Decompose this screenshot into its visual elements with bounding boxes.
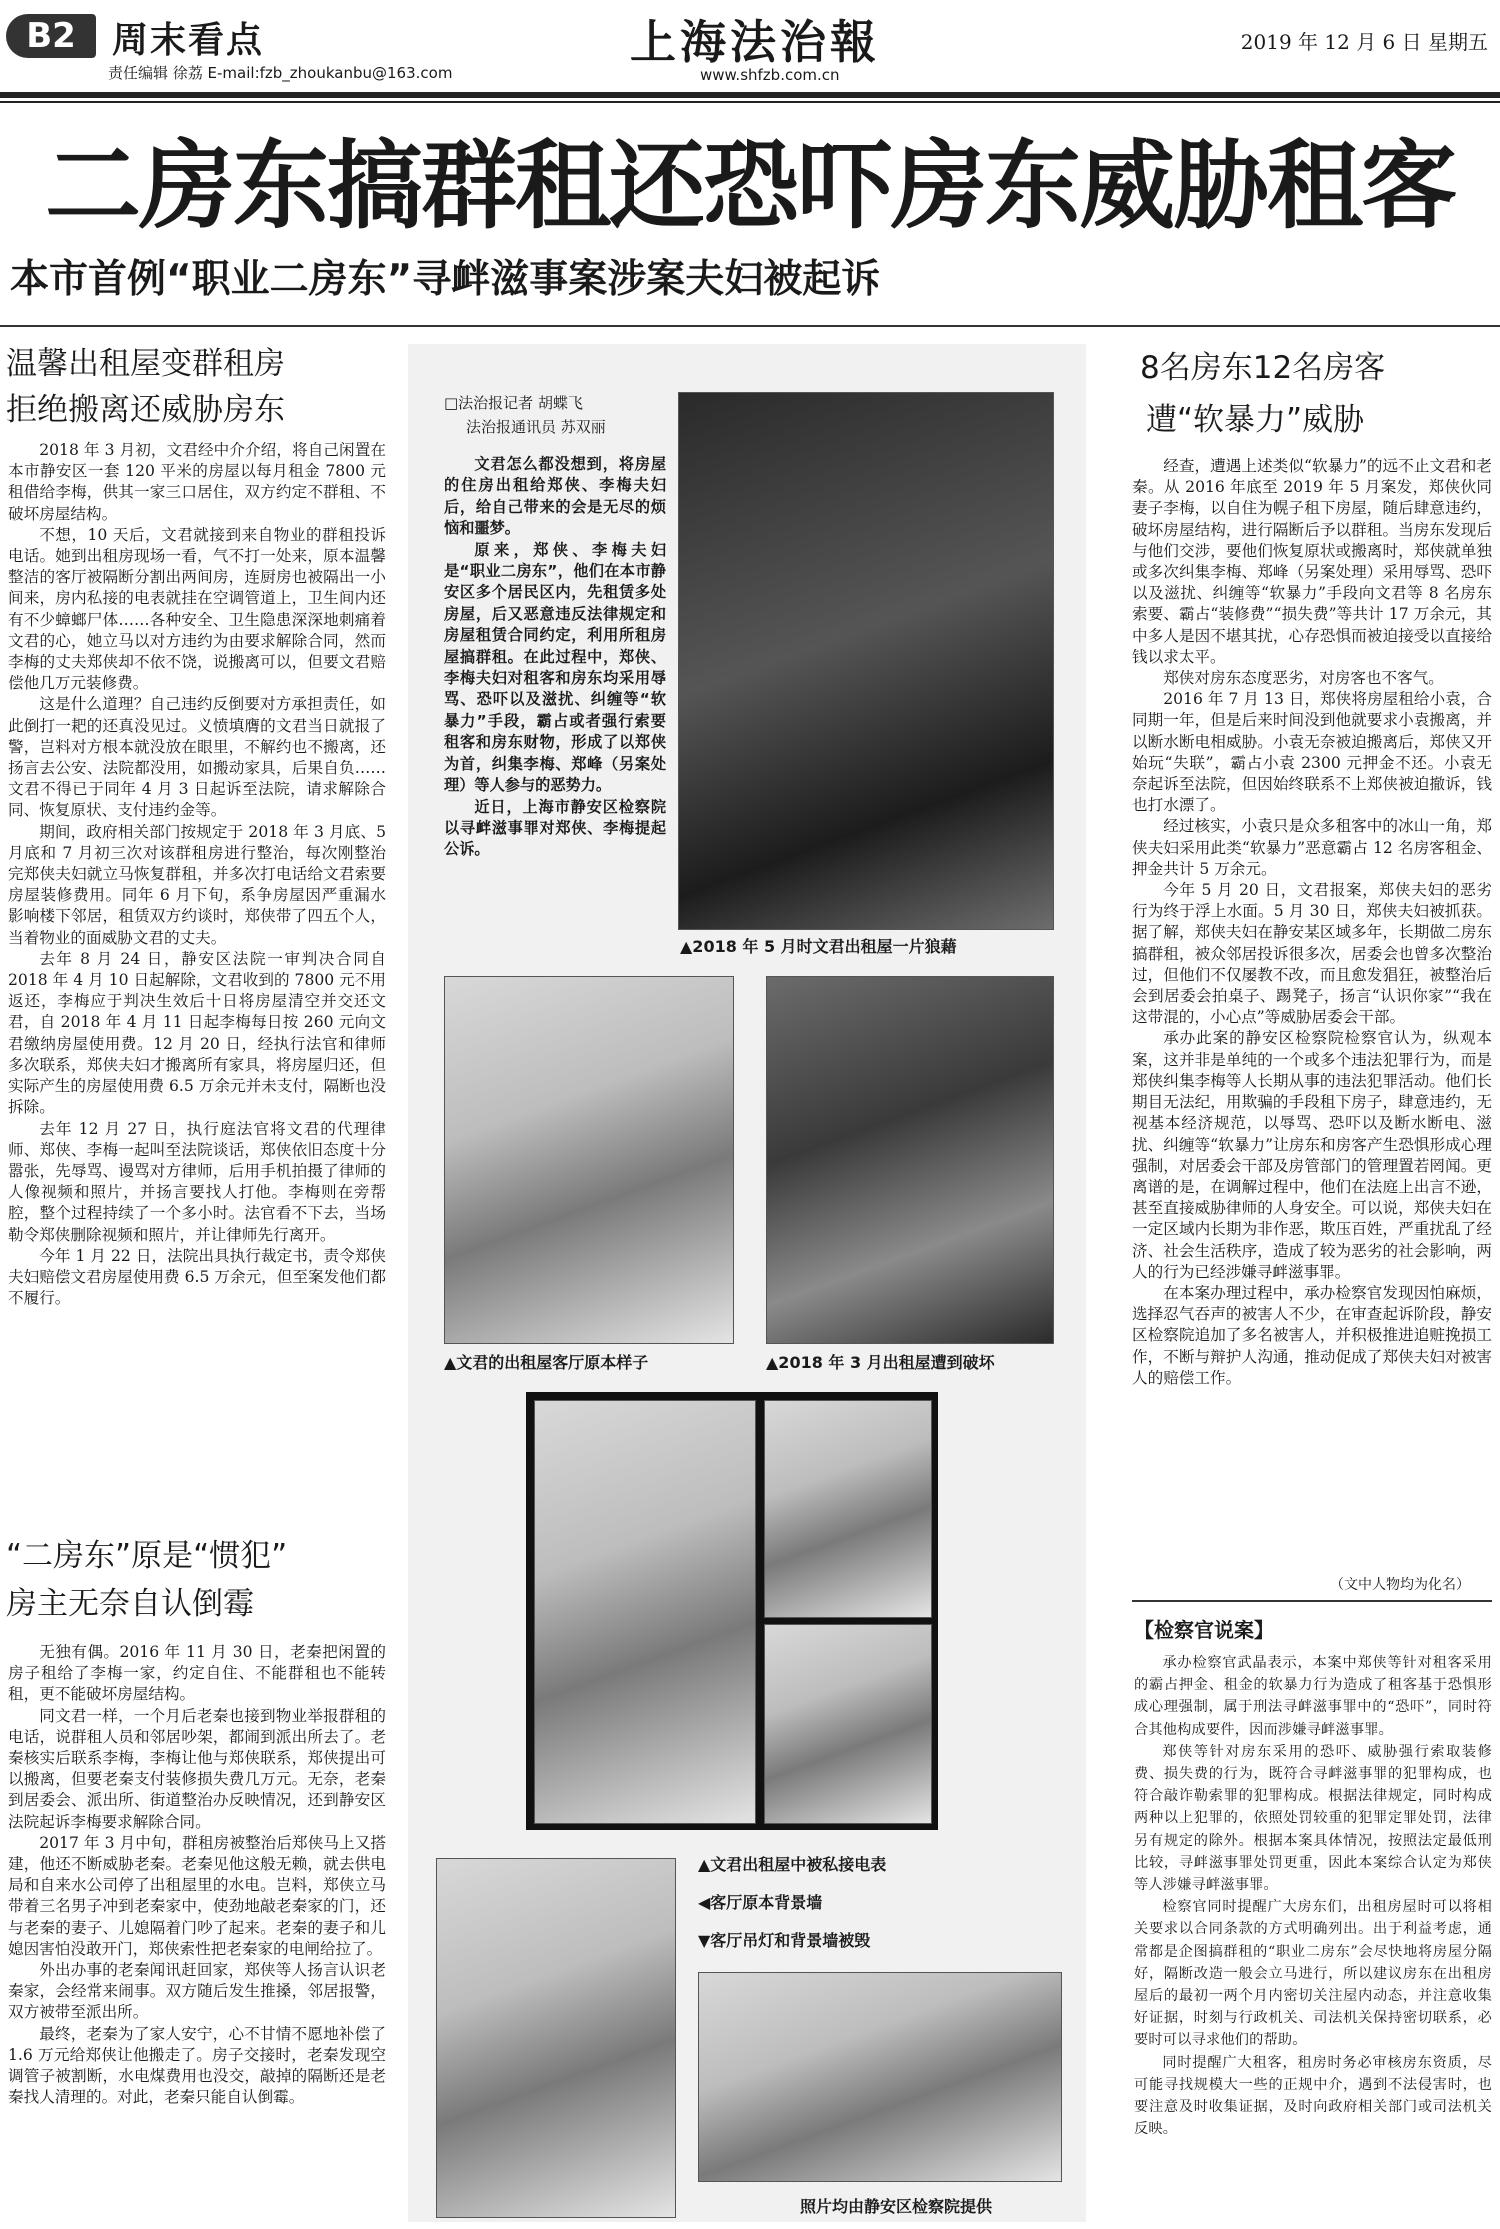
paragraph: 郑侠等针对房东采用的恐吓、威胁强行索取装修费、损失费的行为，既符合寻衅滋事罪的犯罪构成，也符合敲诈勒索罪的犯罪构成。根据法律规定，同时构成两种以上犯罪的，依照处罚较重的犯罪定罪处罚，法律另有规定的除外。根据本案具体情况，按照法定最低刑比较，寻衅滋事罪处罚更重，因此本案综合认定为郑侠等人涉嫌寻衅滋事罪。 (1134, 1743, 1492, 1894)
paragraph: 文君怎么都没想到，将房屋的住房出租给郑侠、李梅夫妇后，给自己带来的会是无尽的烦恼和噩梦。 (444, 455, 666, 538)
paragraph: 检察官同时提醒广大房东们，出租房屋时可以将相关要求以合同条款的方式明确列出。出于利益考虑，通常都是企图搞群租的“职业二房东”会尽快地将房屋分隔好，隔断改造一般会立马进行，所以建议房东在出租房屋后的最初一两个月内密切关注屋内动态，并注意收集好证据，时刻与行政机关、司法机关保持密切联系，必要时可以寻求他们的帮助。 (1134, 1899, 1492, 2049)
paragraph: 不想，10 天后，文君就接到来自物业的群租投诉电话。她到出租房现场一看，气不打一处来，原本温馨整洁的客厅被隔断分割出两间房，连厨房也被隔出一小间来，房内私接的电表就挂在空调管道上，卫生间内还有不少蟑螂尸体……各种安全、卫生隐患深深地刺痛着文君的心，她立马以对方违约为由要求解除合同，然而李梅的丈夫郑侠却不依不饶，说搬离可以，但要文君赔偿他几万元装修费。 (8, 525, 386, 693)
paragraph: 2018 年 3 月初，文君经中介介绍，将自己闲置在本市静安区一套 120 平米的房屋以每月租金 7800 元租借给李梅，供其一家三口居住，双方约定不群租、不破坏房屋结构。 (8, 441, 386, 523)
publication-date: 2019 年 12 月 6 日 星期五 (1240, 30, 1488, 54)
paragraph: 这是什么道理？自己违约反倒要对方承担责任，如此倒打一耙的还真没见过。义愤填膺的文君当日就报了警，岂料对方根本就没放在眼里，不解约也不搬离，还扬言去公安、法院都没用，如搬动家具，后果自负……文君不得已于同年 4 月 3 日起诉至法院，请求解除合同、恢复原状、支付违约金等。 (8, 695, 386, 820)
section2-title-line1: “二房东”原是“惯犯” (6, 1538, 288, 1574)
paragraph: 同时提醒广大租客，租房时务必审核房东资质，尽可能寻找规模大一些的正规中介，遇到不法侵害时，也要注意及时收集证据，及时向政府相关部门或司法机关反映。 (1134, 2054, 1492, 2138)
masthead-rule-thin (0, 101, 1500, 103)
subhead-rule (0, 325, 1500, 327)
masthead-rule (0, 92, 1500, 98)
section1-title-line2: 拒绝搬离还威胁房东 (6, 392, 285, 428)
section-name: 周末看点 (112, 20, 265, 61)
paragraph: 2016 年 7 月 13 日，郑侠将房屋租给小袁，合同期一年，但是后来时间没到他就要求小袁搬离，并以断水断电相威胁。小袁无奈被迫搬离后，郑侠又开始玩“失联”，霸占小袁 2300 元押金不还。小袁无奈起诉至法院，但因始终联系不上郑侠被迫撤诉，钱也打水漂了。 (1132, 690, 1492, 815)
photo-electric-meter (534, 1400, 756, 1824)
subheadline: 本市首例“职业二房东”寻衅滋事案涉案夫妇被起诉 (10, 257, 881, 302)
paragraph: 无独有偶。2016 年 11 月 30 日，老秦把闲置的房子租给了李梅一家，约定自住、不能群租也不能转租，更不能破坏房屋结构。 (8, 1643, 386, 1704)
section2-title-line2: 房主无奈自认倒霉 (6, 1586, 254, 1622)
prosecutor-box-title: 【检察官说案】 (1134, 1618, 1274, 1642)
paragraph: 同文君一样，一个月后老秦也接到物业举报群租的电话，说群租人员和邻居吵架，都闹到派出所去了。老秦核实后联系李梅，李梅让他与郑侠联系，郑侠提出可以搬离，但要老秦支付装修损失费几万元。无奈，老秦到居委会、派出所、街道整治办反映情况，还到静安区法院起诉李梅要求解除合同。 (8, 1706, 386, 1831)
paragraph: 今年 1 月 22 日，法院出具执行裁定书，责令郑侠夫妇赔偿文君房屋使用费 6.5 万余元，但至案发他们都不履行。 (8, 1246, 386, 1308)
section1-title-line1: 温馨出租屋变群租房 (6, 346, 285, 382)
intro-body (444, 454, 666, 861)
caption-chandelier: ▼客厅吊灯和背景墙被毁 (698, 1931, 871, 1950)
byline-correspondent: 法治报通讯员 苏双丽 (466, 418, 606, 436)
paragraph: 近日，上海市静安区检察院以寻衅滋事罪对郑侠、李梅提起公诉。 (444, 797, 666, 859)
photo-messy-room (678, 392, 1054, 930)
paper-url: www.shfzb.com.cn (700, 66, 840, 84)
caption-original-living-room: ▲文君的出租屋客厅原本样子 (444, 1353, 649, 1372)
editor-line: 责任编辑 徐荔 E-mail:fzb_zhoukanbu@163.com (108, 64, 453, 82)
photo-original-living-room (444, 976, 734, 1344)
paragraph: 承办检察官武晶表示，本案中郑侠等针对租客采用的霸占押金、租金的软暴力行为造成了租客基于恐惧形成心理强制，属于刑法寻衅滋事罪中的“恐吓”，同时符合其他构成要件，因而涉嫌寻衅滋事罪。 (1134, 1655, 1492, 1738)
paragraph: 在本案办理过程中，承办检察官发现因怕麻烦，选择忍气吞声的被害人不少，在审查起诉阶段，静安区检察院追加了多名被害人，并积极推进追赃挽损工作，不断与辩护人沟通，推动促成了郑侠夫妇对被害人的赔偿工作。 (1132, 1283, 1492, 1387)
headline: 二房东搞群租还恐吓房东威胁租客 (45, 130, 1455, 242)
paragraph: 经过核实，小袁只是众多租客中的冰山一角，郑侠夫妇采用此类“软暴力”恶意霸占 12 名房客租金、押金共计 5 万余元。 (1132, 817, 1492, 878)
section3-title-line2: 遭“软暴力”威胁 (1146, 402, 1365, 438)
paragraph: 今年 5 月 20 日，文君报案，郑侠夫妇的恶劣行为终于浮上水面。5 月 30 日，郑侠夫妇被抓获。据了解，郑侠夫妇在静安某区域多年，长期做二房东搞群租，被众邻居投诉很多次，居委会也曾多次整治过，但他们不仅屡教不改，而且愈发猖狂，被整治后会到居委会拍桌子、踢凳子，扬言“认识你家”“我在这带混的，小心点”等威胁居委会干部。 (1132, 881, 1492, 1027)
photo-credit: 照片均由静安区检察院提供 (800, 2197, 993, 2216)
section3-title-line1: 8名房东12名房客 (1140, 350, 1386, 386)
paragraph: 经查，遭遇上述类似“软暴力”的远不止文君和老秦。从 2016 年底至 2019 年 5 月案发，郑侠伙同妻子李梅，以自住为幌子租下房屋，随后肆意违约，破坏房屋结构，进行隔断后予以群租。当房东发现后与他们交涉，要他们恢复原状或搬离时，郑侠就单独或多次纠集李梅、郑峰（另案处理）采用辱骂、恐吓以及滋扰、纠缠等“软暴力”手段向文君等 8 名房东索要、霸占“装修费”“损失费”等共计 17 万余元，其中多人是因不堪其扰，心存恐惧而被迫接受以直接给钱以求太平。 (1132, 457, 1492, 666)
prosecutor-box-body (1134, 1652, 1492, 2222)
caption-meter: ▲文君出租屋中被私接电表 (698, 1855, 887, 1874)
paragraph: 最终，老秦为了家人安宁，心不甘情不愿地补偿了 1.6 万元给郑侠让他搬走了。房子交接时，老秦发现空调管子被割断，水电煤费用也没交，敲掉的隔断还是老秦找人清理的。对此，老秦只能自认倒霉。 (8, 2024, 386, 2107)
name-note: （文中人物均为化名） (1330, 1577, 1470, 1593)
paragraph: 郑侠对房东态度恶劣，对房客也不客气。 (1163, 669, 1444, 688)
paragraph: 2017 年 3 月中旬，群租房被整治后郑侠马上又搭建，他还不断威胁老秦。老秦见他这般无赖，就去供电局和自来水公司停了出租屋里的水电。岂料，郑侠立马带着三名男子冲到老秦家中，使劲地敲老秦家的门，还与老秦的妻子、儿媳隔着门吵了起来。老秦的妻子和儿媳因害怕没敢开门，郑侠索性把老秦家的电闸给拉了。 (8, 1833, 386, 1958)
section-badge: B2 (6, 14, 96, 58)
box-rule (1132, 1600, 1492, 1602)
caption-messy-room: ▲2018 年 5 月时文君出租屋一片狼藉 (680, 937, 957, 956)
paragraph: 原来，郑侠、李梅夫妇是“职业二房东”，他们在本市静安区多个居民区内，先租赁多处房屋，后又恶意违反法律规定和房屋租赁合同约定，利用所租房屋搞群租。在此过程中，郑侠、李梅夫妇对租客和房东均采用辱骂、恐吓以及滋扰、纠缠等“软暴力”手段，霸占或者强行索要租客和房东财物，形成了以郑侠为首，纠集李梅、郑峰（另案处理）等人参与的恶势力。 (444, 540, 666, 795)
photo-air-conditioner (764, 1400, 932, 1618)
paragraph: 承办此案的静安区检察院检察官认为，纵观本案，这并非是单纯的一个或多个违法犯罪行为，而是郑侠纠集李梅等人长期从事的违法犯罪活动。他们长期目无法纪，用欺骗的手段租下房子，肆意违约，无视基本经济规范，以辱骂、恐吓以及断水断电、滋扰、纠缠等“软暴力”让房东和房客产生恐惧形成心理强制，对居委会干部及房管部门的管理置若罔闻。更离谱的是，在调解过程中，他们在法庭上出言不逊，甚至直接威胁律师的人身安全。可以说，郑侠夫妇在一定区域内长期为非作恶，欺压百姓，严重扰乱了经济、社会生活秩序，造成了较为恶劣的社会影响，两人的行为已经涉嫌寻衅滋事罪。 (1132, 1029, 1492, 1281)
paragraph: 去年 12 月 27 日，执行庭法官将文君的代理律师、郑侠、李梅一起叫至法院谈话，郑侠依旧态度十分嚣张，先辱骂、谩骂对方律师，后用手机拍摄了律师的人像视频和照片，并扬言要找人打他。李梅则在旁帮腔，整个过程持续了一个多小时。法官看不下去，当场勒令郑侠删除视频和照片，并让律师先行离开。 (8, 1119, 386, 1244)
photo-damaged-room (766, 976, 1054, 1344)
paper-logo: 上海法治報 (630, 15, 880, 69)
section3-body (1132, 456, 1492, 1566)
photo-original-background-wall (436, 1858, 676, 2218)
section2-body (8, 1642, 386, 2222)
caption-background-wall: ◀客厅原本背景墙 (698, 1893, 823, 1912)
byline-reporter: □法治报记者 胡蝶飞 (444, 394, 583, 412)
paragraph: 期间，政府相关部门按规定于 2018 年 3 月底、5 月底和 7 月初三次对该群租房进行整治，每次刚整治完郑侠夫妇就立马恢复群租，并多次打电话给文君索要房屋装修费用。同年 6 月下旬，系争房屋因严重漏水影响楼下邻居，租赁双方约谈时，郑侠带了四五个人，当着物业的面威胁文君的丈夫。 (8, 822, 386, 947)
caption-damaged-room: ▲2018 年 3 月出租屋遭到破坏 (766, 1353, 995, 1372)
photo-destroyed-chandelier (698, 1972, 1062, 2182)
paragraph: 外出办事的老秦闻讯赶回家，郑侠等人扬言认识老秦家，会经常来闹事。双方随后发生推搡，邻居报警，双方被带至派出所。 (8, 1961, 386, 2022)
paragraph: 去年 8 月 24 日，静安区法院一审判决合同自 2018 年 4 月 10 日起解除，文君收到的 7800 元不用返还，李梅应于判决生效后十日将房屋清空并交还文君，自 2018 年 4 月 11 日起李梅每日按 260 元向文君缴纳房屋使用费。12 月 20 日，经执行法官和律师多次联系，郑侠夫妇才搬离所有家具，将房屋归还，但实际产生的房屋使用费 6.5 万余元并未支付，隔断也没拆除。 (8, 949, 386, 1117)
photo-wall-outlet (764, 1624, 932, 1824)
section1-body (8, 440, 386, 1440)
